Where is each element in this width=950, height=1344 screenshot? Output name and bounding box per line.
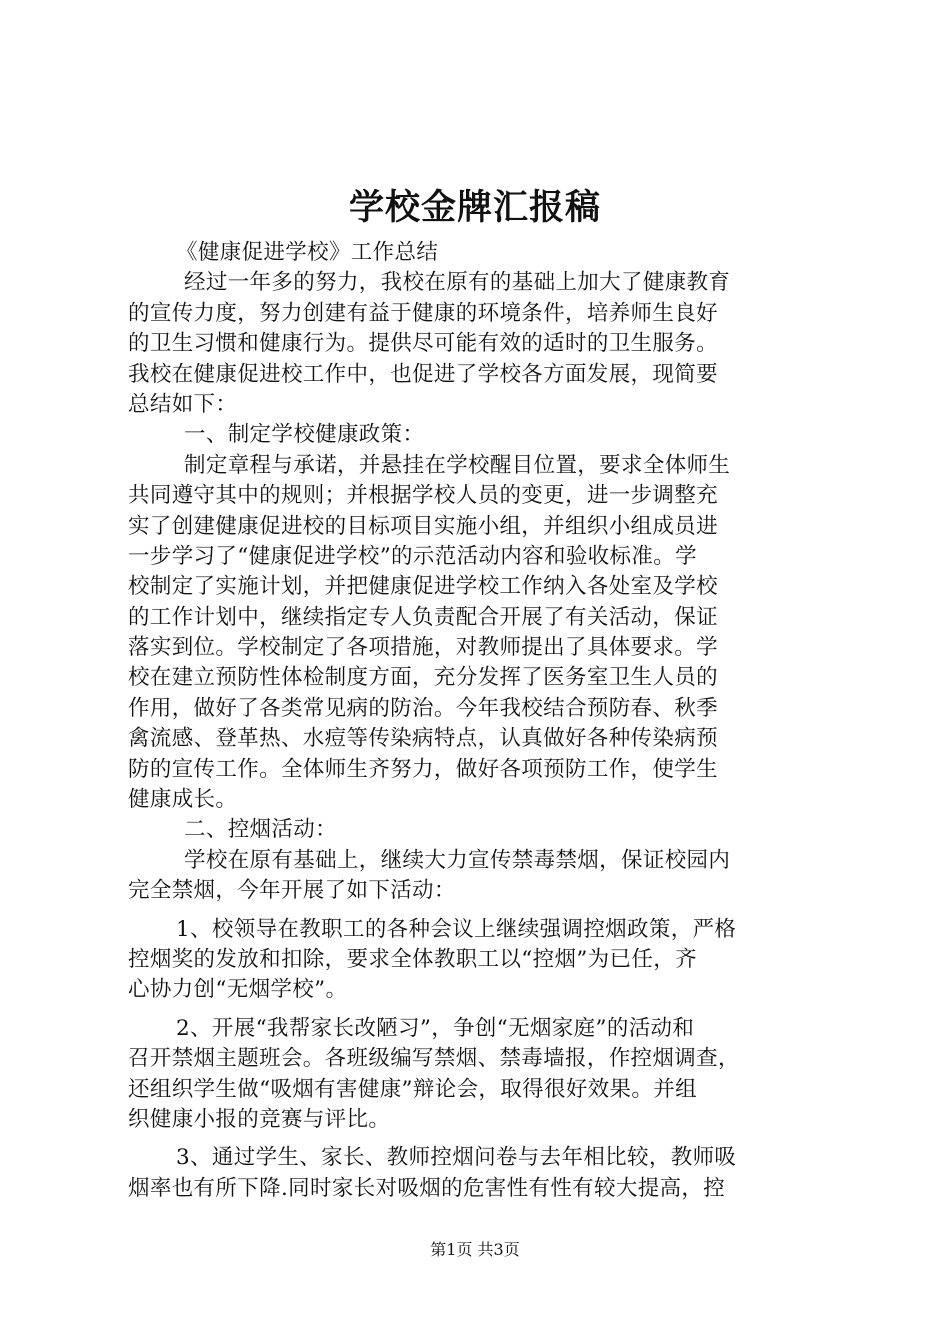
list-item-line: 召开禁烟主题班会。各班级编写禁烟、禁毒墙报，作控烟调查， — [128, 1046, 740, 1072]
list-item-line: 控烟奖的发放和扣除，要求全体教职工以“控烟”为已任，齐 — [128, 946, 697, 972]
paragraph-line: 校在建立预防性体检制度方面，充分发挥了医务室卫生人员的 — [128, 665, 718, 691]
paragraph-line: 防的宣传工作。全体师生齐努力，做好各项预防工作，使学生 — [128, 756, 718, 782]
paragraph-line: 实了创建健康促进校的目标项目实施小组，并组织小组成员进 — [128, 513, 718, 539]
section-heading: 二、控烟活动： — [184, 817, 337, 843]
paragraph-line: 总结如下： — [128, 391, 238, 417]
list-item-line: 还组织学生做“吸烟有害健康”辩论会，取得很好效果。并组 — [128, 1076, 697, 1102]
section-heading: 一、制定学校健康政策： — [184, 422, 425, 448]
paragraph-line: 我校在健康促进校工作中，也促进了学校各方面发展，现简要 — [128, 361, 718, 387]
list-item-line: 2、开展“我帮家长改陋习”，争创“无烟家庭”的活动和 — [176, 1015, 695, 1041]
list-item-line: 3、通过学生、家长、教师控烟问卷与去年相比较，教师吸 — [176, 1145, 737, 1171]
paragraph-line: 一步学习了“健康促进学校”的示范活动内容和验收标准。学 — [128, 543, 697, 569]
paragraph-line: 校制定了实施计划，并把健康促进学校工作纳入各处室及学校 — [128, 574, 718, 600]
list-item-line: 1、校领导在教职工的各种会议上继续强调控烟政策，严格 — [176, 916, 737, 942]
document-title: 学校金牌汇报稿 — [348, 187, 601, 228]
paragraph-line: 学校在原有基础上，继续大力宣传禁毒禁烟，保证校园内 — [184, 847, 731, 873]
subtitle-line: 《健康促进学校》工作总结 — [176, 240, 439, 265]
list-item-line: 织健康小报的竞赛与评比。 — [128, 1106, 391, 1132]
list-item-line: 烟率也有所下降.同时家长对吸烟的危害性有性有较大提高，控 — [128, 1175, 726, 1201]
paragraph-line: 作用，做好了各类常见病的防治。今年我校结合预防春、秋季 — [128, 695, 718, 721]
paragraph-line: 完全禁烟，今年开展了如下活动： — [128, 878, 456, 904]
list-item-line: 心协力创“无烟学校”。 — [128, 977, 348, 1003]
page-footer: 第1页 共3页 — [430, 1240, 520, 1259]
paragraph-line: 落实到位。学校制定了各项措施，对教师提出了具体要求。学 — [128, 635, 718, 661]
paragraph-line: 健康成长。 — [128, 787, 238, 813]
paragraph-line: 的宣传力度，努力创建有益于健康的环境条件，培养师生良好 — [128, 300, 718, 326]
paragraph-line: 的工作计划中，继续指定专人负责配合开展了有关活动，保证 — [128, 604, 718, 630]
paragraph-line: 制定章程与承诺，并悬挂在学校醒目位置，要求全体师生 — [184, 452, 731, 478]
paragraph-line: 共同遵守其中的规则；并根据学校人员的变更，进一步调整充 — [128, 483, 718, 509]
paragraph-line: 禽流感、登革热、水痘等传染病特点，认真做好各种传染病预 — [128, 726, 718, 752]
paragraph-line: 的卫生习惯和健康行为。提供尽可能有效的适时的卫生服务。 — [128, 331, 718, 357]
paragraph-line: 经过一年多的努力，我校在原有的基础上加大了健康教育 — [184, 270, 731, 296]
document-body — [128, 238, 828, 1204]
